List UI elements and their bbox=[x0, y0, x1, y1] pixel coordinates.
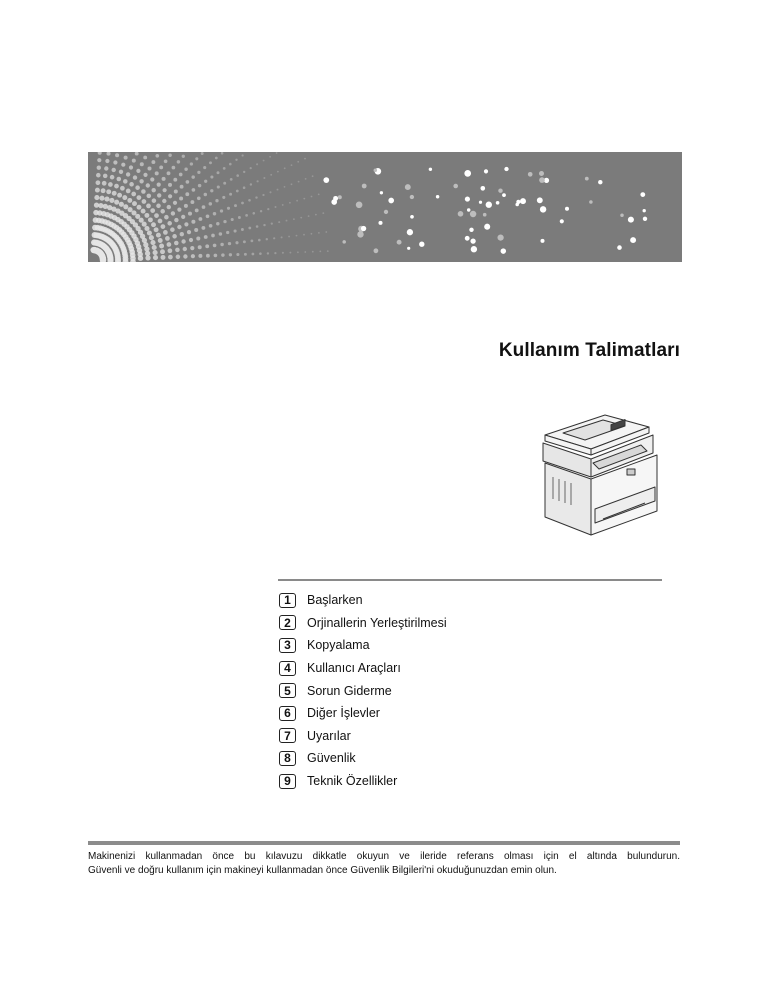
notice-line: Güvenli ve doğru kullanım için makineyi kullanmadan önce Güvenlik Bilgileri'ni okuduğunuzdan emin olun. bbox=[88, 865, 557, 876]
toc-item[interactable] bbox=[279, 702, 447, 725]
toc-item[interactable] bbox=[279, 770, 447, 793]
chapter-title: Diğer İşlevler bbox=[307, 706, 380, 721]
chapter-title: Orjinallerin Yerleştirilmesi bbox=[307, 615, 447, 630]
toc-item[interactable] bbox=[279, 657, 447, 680]
toc-item[interactable] bbox=[279, 589, 447, 612]
toc-item[interactable] bbox=[279, 679, 447, 702]
chapter-number-badge: 2 bbox=[279, 615, 296, 630]
toc-item[interactable] bbox=[279, 747, 447, 770]
chapter-title: Güvenlik bbox=[307, 751, 356, 766]
chapter-title: Sorun Giderme bbox=[307, 683, 392, 698]
chapter-number-badge: 7 bbox=[279, 728, 296, 743]
safety-notice bbox=[88, 850, 680, 878]
chapter-title: Teknik Özellikler bbox=[307, 774, 398, 789]
table-of-contents bbox=[279, 589, 447, 792]
footer-divider bbox=[88, 841, 680, 845]
toc-item[interactable] bbox=[279, 725, 447, 748]
chapter-number-badge: 1 bbox=[279, 593, 296, 608]
chapter-title: Kopyalama bbox=[307, 638, 370, 653]
chapter-number-badge: 3 bbox=[279, 638, 296, 653]
cover-banner-dot-pattern bbox=[88, 152, 682, 262]
toc-item[interactable] bbox=[279, 612, 447, 635]
notice-line: Makinenizi kullanmadan önce bu kılavuzu dikkatle okuyun ve ileride referans olması için el altında bulundurun. bbox=[88, 851, 680, 862]
copier-machine-illustration bbox=[533, 413, 665, 538]
chapter-title: Kullanıcı Araçları bbox=[307, 661, 401, 676]
chapter-number-badge: 6 bbox=[279, 706, 296, 721]
toc-divider bbox=[278, 579, 662, 581]
chapter-title: Uyarılar bbox=[307, 728, 351, 743]
chapter-title: Başlarken bbox=[307, 593, 363, 608]
chapter-number-badge: 8 bbox=[279, 751, 296, 766]
toc-item[interactable] bbox=[279, 634, 447, 657]
chapter-number-badge: 5 bbox=[279, 683, 296, 698]
document-title: Kullanım Talimatları bbox=[498, 340, 680, 361]
chapter-number-badge: 4 bbox=[279, 661, 296, 676]
chapter-number-badge: 9 bbox=[279, 774, 296, 789]
